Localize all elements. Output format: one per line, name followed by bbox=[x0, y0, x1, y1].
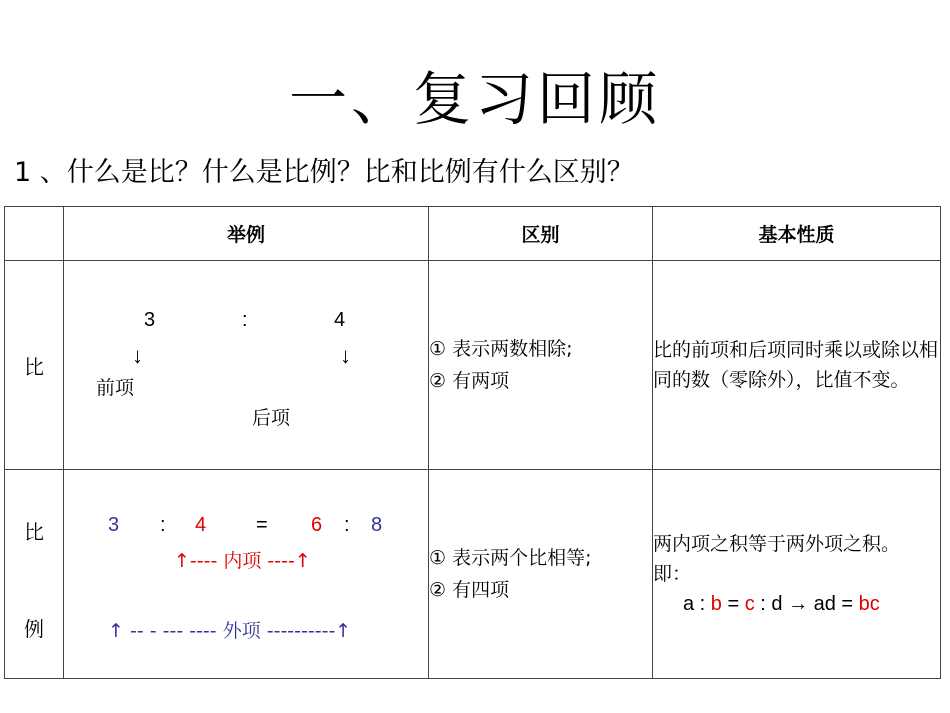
proportion-colon-1: : bbox=[160, 514, 166, 536]
proportion-label-2: 例 bbox=[24, 617, 44, 641]
proportion-diff-1: ① 表示两个比相等; bbox=[429, 547, 592, 569]
header-empty bbox=[5, 207, 64, 261]
ratio-diff-1: ① 表示两数相除; bbox=[429, 338, 573, 360]
page-title: 一、复习回顾 bbox=[288, 65, 661, 133]
proportion-term-a: 3 bbox=[108, 514, 120, 536]
formula-bc: bc bbox=[858, 593, 880, 615]
outer-terms-line bbox=[108, 616, 351, 643]
proportion-term-b: 4 bbox=[195, 514, 207, 536]
proportion-property bbox=[653, 470, 941, 679]
arrow-down-icon: ↓ bbox=[340, 343, 351, 368]
formula-b: b bbox=[710, 593, 722, 615]
formula-sep-2: = bbox=[721, 593, 745, 615]
ratio-difference bbox=[429, 261, 653, 470]
comparison-table bbox=[4, 206, 941, 679]
ratio-row bbox=[5, 261, 941, 470]
outer-suffix: ----------↑ bbox=[260, 620, 352, 642]
proportion-label-1: 比 bbox=[24, 520, 44, 544]
ratio-label: 比 bbox=[5, 261, 64, 470]
ratio-term-b: 4 bbox=[334, 309, 346, 331]
proportion-row bbox=[5, 470, 941, 679]
proportion-formula bbox=[653, 589, 940, 619]
proportion-example-cell bbox=[64, 470, 429, 679]
ratio-property: 比的前项和后项同时乘以或除以相同的数（零除外），比值不变。 bbox=[653, 261, 941, 470]
proportion-colon-2: : bbox=[344, 514, 350, 536]
ratio-example-cell bbox=[64, 261, 429, 470]
formula-a: a bbox=[683, 593, 695, 615]
arrow-down-icon: ↓ bbox=[132, 343, 143, 368]
proportion-label-cell bbox=[5, 470, 64, 679]
question-text: 1 、什么是比？什么是比例？比和比例有什么区别？ bbox=[14, 157, 634, 188]
header-property: 基本性质 bbox=[653, 207, 941, 261]
outer-prefix: ↑ -- - --- ---- bbox=[108, 620, 223, 642]
proportion-difference bbox=[429, 470, 653, 679]
ratio-colon: : bbox=[242, 309, 248, 331]
formula-c: c bbox=[744, 593, 755, 615]
proportion-property-text: 两内项之积等于两外项之积。 bbox=[653, 533, 901, 555]
formula-sep-3: : d → ad = bbox=[754, 593, 859, 615]
ratio-diff-2: ② 有两项 bbox=[429, 370, 510, 392]
front-term-label: 前项 bbox=[96, 377, 135, 399]
proportion-diff-2: ② 有四项 bbox=[429, 579, 510, 601]
back-term-label: 后项 bbox=[252, 407, 291, 429]
proportion-equals: = bbox=[256, 514, 268, 536]
header-difference: 区别 bbox=[429, 207, 653, 261]
proportion-property-that-is: 即： bbox=[653, 563, 692, 585]
header-example: 举例 bbox=[64, 207, 429, 261]
proportion-term-c: 6 bbox=[311, 514, 323, 536]
proportion-term-d: 8 bbox=[371, 514, 383, 536]
outer-terms-label: 外项 bbox=[222, 620, 261, 642]
formula-sep-1: : bbox=[694, 593, 711, 615]
header-row bbox=[5, 207, 941, 261]
ratio-term-a: 3 bbox=[144, 309, 156, 331]
inner-terms-label: ↑---- 内项 ----↑ bbox=[174, 550, 311, 572]
